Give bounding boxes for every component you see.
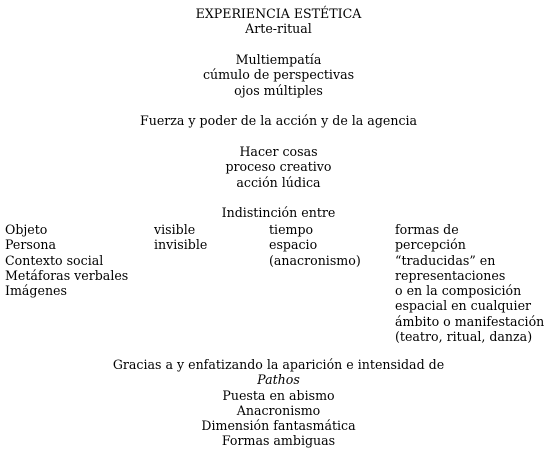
col1-item: Persona <box>5 237 57 253</box>
hacer-line-3: acción lúdica <box>236 174 321 190</box>
fuerza-line: Fuerza y poder de la acción y de la agencia <box>139 113 418 128</box>
col1-item: Contexto social <box>5 252 104 268</box>
col4-item: (teatro, ritual, danza) <box>395 329 533 345</box>
col4-item: espacial en cualquier <box>395 298 532 314</box>
diagram-subtitle: Arte-ritual <box>245 21 312 37</box>
col2-item: invisible <box>154 237 208 253</box>
hacer-line-1: Hacer cosas <box>239 144 318 159</box>
multiempatia-line-2: cúmulo de perspectivas <box>202 67 355 83</box>
col4-item: percepción <box>395 237 466 253</box>
indistincion-heading-block <box>0 205 557 220</box>
col4-item: ámbito o manifestación <box>395 313 545 329</box>
multiempatia-line-1: Multiempatía <box>235 52 322 67</box>
hacer-line-2: proceso creativo <box>225 159 332 175</box>
pathos-block <box>0 357 557 449</box>
col2-item: visible <box>154 222 196 237</box>
pathos-intro: Gracias a y enfatizando la aparición e intensidad de <box>112 357 445 372</box>
col1-item: Imágenes <box>5 283 67 299</box>
column-objeto <box>5 222 128 298</box>
col3-item: espacio <box>269 237 318 253</box>
col3-item: (anacronismo) <box>269 252 361 268</box>
column-formas <box>395 222 544 344</box>
col1-item: Objeto <box>5 222 48 237</box>
col4-item: “traducidas” en <box>395 252 496 268</box>
fuerza-block <box>0 113 557 128</box>
col4-item: formas de <box>395 222 459 237</box>
col4-item: o en la composición <box>395 283 522 299</box>
hacer-cosas-block <box>0 144 557 190</box>
col1-item: Metáforas verbales <box>5 267 129 283</box>
pathos-item: Anacronismo <box>236 402 321 418</box>
pathos-item: Puesta en abismo <box>222 387 335 403</box>
pathos-item: Formas ambiguas <box>221 433 336 449</box>
pathos-word: Pathos <box>257 372 300 388</box>
pathos-item: Dimensión fantasmática <box>201 418 356 434</box>
title-block <box>0 6 557 37</box>
column-tiempo <box>269 222 361 268</box>
col3-item: tiempo <box>269 222 314 237</box>
multiempatia-line-3: ojos múltiples <box>234 82 323 98</box>
indistincion-heading: Indistinción entre <box>221 205 336 220</box>
diagram-title: EXPERIENCIA ESTÉTICA <box>195 6 362 21</box>
column-visible <box>154 222 207 253</box>
col4-item: representaciones <box>395 267 506 283</box>
multiempatia-block <box>0 52 557 98</box>
